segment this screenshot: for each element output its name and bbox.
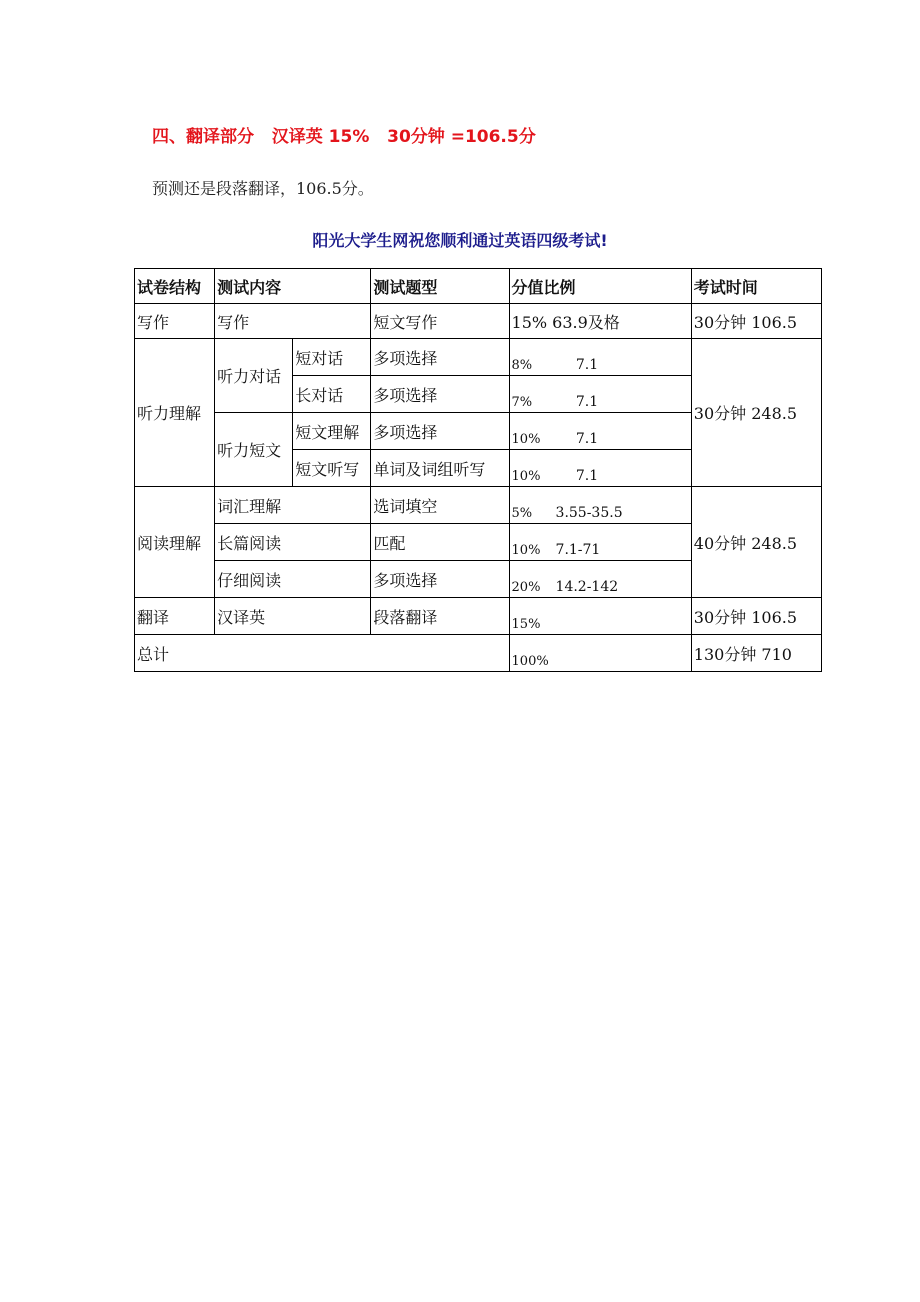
ratio-value: 7.1 <box>575 394 599 410</box>
section-heading: 四、翻译部分 汉译英 15% 30分钟 =106.5分 <box>152 127 536 147</box>
reading-ratio <box>509 524 691 561</box>
table-row <box>135 635 822 672</box>
writing-section: 写作 <box>135 304 215 339</box>
ratio-percent: 20% <box>511 580 541 595</box>
ratio-percent: 8% <box>511 358 533 373</box>
listening-sub: 短文理解 <box>293 413 371 450</box>
reading-ratio <box>509 487 691 524</box>
reading-ratio <box>509 561 691 598</box>
ratio-value: 14.2-142 <box>555 579 619 595</box>
translation-section: 翻译 <box>135 598 215 635</box>
writing-content: 写作 <box>215 304 371 339</box>
total-ratio <box>509 635 691 672</box>
ratio-percent: 10% <box>511 432 541 447</box>
translation-content: 汉译英 <box>215 598 371 635</box>
reading-section: 阅读理解 <box>135 487 215 598</box>
writing-ratio: 15% 63.9及格 <box>509 304 691 339</box>
reading-type: 匹配 <box>371 524 509 561</box>
listening-type: 单词及词组听写 <box>371 450 509 487</box>
ratio-value: 7.1-71 <box>555 542 601 558</box>
listening-sub: 短对话 <box>293 339 371 376</box>
ratio-value: 3.55-35.5 <box>555 505 623 521</box>
table-row <box>135 339 822 376</box>
header-type: 测试题型 <box>371 269 509 304</box>
listening-group-dialogue: 听力对话 <box>215 339 293 413</box>
total-time: 130分钟 710 <box>691 635 821 672</box>
ratio-value: 7.1 <box>575 468 599 484</box>
listening-type: 多项选择 <box>371 376 509 413</box>
listening-ratio <box>509 413 691 450</box>
listening-time: 30分钟 248.5 <box>691 339 821 487</box>
translation-type: 段落翻译 <box>371 598 509 635</box>
reading-content: 词汇理解 <box>215 487 371 524</box>
total-label: 总计 <box>135 635 510 672</box>
exam-structure-table <box>134 268 822 672</box>
table-row <box>135 598 822 635</box>
header-ratio: 分值比例 <box>509 269 691 304</box>
header-structure: 试卷结构 <box>135 269 215 304</box>
table-header-row <box>135 269 822 304</box>
ratio-percent: 5% <box>511 506 533 521</box>
listening-sub: 长对话 <box>293 376 371 413</box>
listening-type: 多项选择 <box>371 413 509 450</box>
ratio-value: 7.1 <box>575 357 599 373</box>
translation-time: 30分钟 106.5 <box>691 598 821 635</box>
header-time: 考试时间 <box>691 269 821 304</box>
reading-content: 仔细阅读 <box>215 561 371 598</box>
ratio-percent: 7% <box>511 395 533 410</box>
prediction-paragraph: 预测还是段落翻译，106.5分。 <box>152 179 374 198</box>
listening-ratio <box>509 376 691 413</box>
listening-ratio <box>509 339 691 376</box>
writing-type: 短文写作 <box>371 304 509 339</box>
table-row <box>135 487 822 524</box>
ratio-percent: 100% <box>511 654 549 669</box>
slogan: 阳光大学生网祝您顺利通过英语四级考试! <box>312 231 608 250</box>
listening-sub: 短文听写 <box>293 450 371 487</box>
translation-ratio <box>509 598 691 635</box>
reading-type: 选词填空 <box>371 487 509 524</box>
table-row <box>135 304 822 339</box>
reading-content: 长篇阅读 <box>215 524 371 561</box>
listening-group-passage: 听力短文 <box>215 413 293 487</box>
ratio-value: 7.1 <box>575 431 599 447</box>
listening-section: 听力理解 <box>135 339 215 487</box>
listening-ratio <box>509 450 691 487</box>
ratio-percent: 10% <box>511 543 541 558</box>
reading-time: 40分钟 248.5 <box>691 487 821 598</box>
ratio-percent: 10% <box>511 469 541 484</box>
listening-type: 多项选择 <box>371 339 509 376</box>
ratio-percent: 15% <box>511 617 541 632</box>
reading-type: 多项选择 <box>371 561 509 598</box>
writing-time: 30分钟 106.5 <box>691 304 821 339</box>
header-content: 测试内容 <box>215 269 371 304</box>
